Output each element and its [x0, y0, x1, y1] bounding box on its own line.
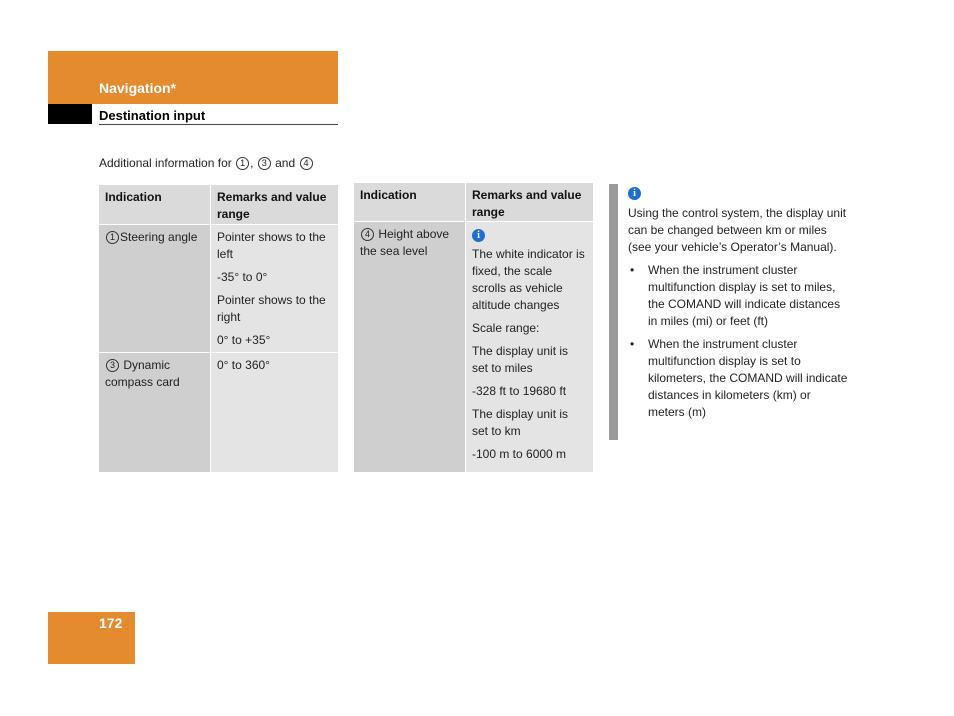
- table-header-indication: Indication: [99, 185, 210, 224]
- remark: The display unit is set to miles: [472, 344, 569, 375]
- table-header-remarks: Remarks and value range: [466, 183, 593, 221]
- remark: 0° to +35°: [217, 333, 271, 347]
- table-row-indication: [99, 353, 210, 472]
- remark: Scale range:: [472, 321, 540, 335]
- remark: Pointer shows to the left: [217, 230, 326, 261]
- remark: 0° to 360°: [217, 358, 270, 372]
- header-banner: [48, 51, 338, 104]
- intro-sep: ,: [250, 156, 254, 170]
- remark: The display unit is set to km: [472, 407, 569, 438]
- table-row-remarks: [211, 225, 338, 352]
- indication-text: Steering angle: [120, 230, 198, 244]
- table-row-indication: [99, 225, 210, 352]
- header-marker: [48, 104, 92, 124]
- table-row-remarks: [211, 353, 338, 472]
- callout-3: 3: [106, 359, 119, 372]
- remark: -35° to 0°: [217, 270, 268, 284]
- table-header-remarks: Remarks and value range: [211, 185, 338, 224]
- indication-text: Height above the sea level: [360, 227, 450, 258]
- callout-4: 4: [300, 157, 313, 170]
- list-item: • When the instrument cluster multifunction display is set to kilometers, the COMAND will indicate distances in kilometers (km) or meters (m): [628, 336, 850, 421]
- remark: The white indicator is fixed, the scale scrolls as vehicle altitude changes: [472, 247, 585, 312]
- callout-4: 4: [361, 228, 374, 241]
- callout-1: 1: [106, 231, 119, 244]
- callout-1: 1: [236, 157, 249, 170]
- intro-text: Additional information for: [99, 156, 232, 170]
- list-item: • When the instrument cluster multifunction display is set to miles, the COMAND will indicate distances in miles (mi) or feet (ft): [628, 262, 850, 330]
- header-rule: [99, 124, 338, 125]
- table-row-remarks: [466, 222, 593, 472]
- page-title: Navigation*: [99, 80, 177, 96]
- remark: -328 ft to 19680 ft: [472, 384, 567, 398]
- intro-and: and: [275, 156, 296, 170]
- table-header-indication: Indication: [354, 183, 465, 221]
- intro-line: [99, 156, 314, 170]
- section-subtitle: Destination input: [99, 108, 206, 123]
- note-bar: [609, 184, 618, 440]
- table-row-indication: [354, 222, 465, 472]
- info-icon: i: [628, 187, 641, 200]
- info-note: [628, 184, 850, 427]
- info-icon: i: [472, 229, 485, 242]
- indication-text: Dynamic compass card: [105, 358, 180, 389]
- page-number: 172: [99, 615, 123, 631]
- note-paragraph: Using the control system, the display unit can be changed between km or miles (see your vehicle’s Operator’s Manual).: [628, 206, 847, 254]
- remark: -100 m to 6000 m: [472, 447, 567, 461]
- remark: Pointer shows to the right: [217, 293, 326, 324]
- callout-3: 3: [258, 157, 271, 170]
